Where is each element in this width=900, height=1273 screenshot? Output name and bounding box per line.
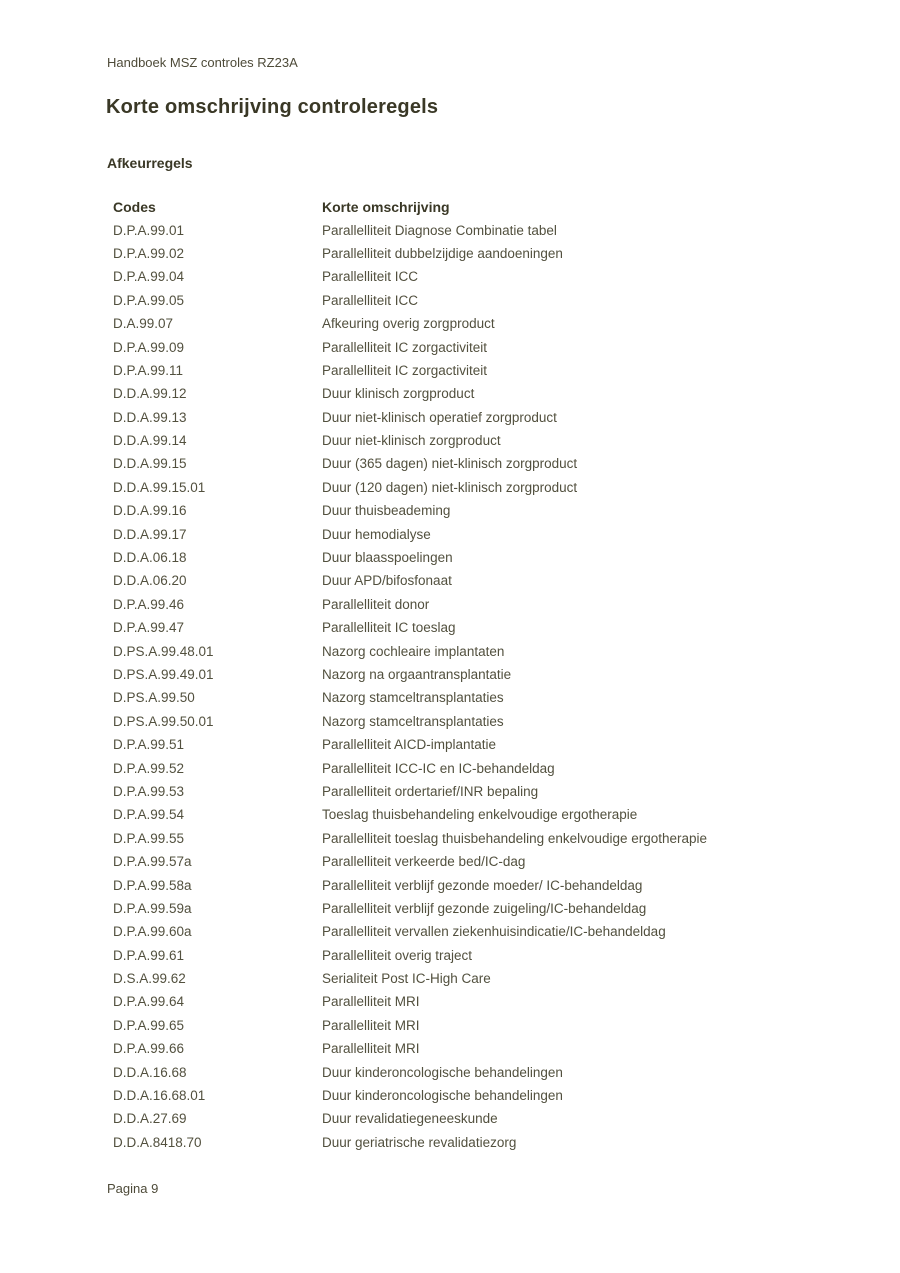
- description-cell: Nazorg na orgaantransplantatie: [322, 667, 512, 682]
- table-body: [113, 218, 813, 1154]
- page-number: Pagina 9: [107, 1181, 159, 1196]
- description-cell: Parallelliteit ICC: [322, 269, 419, 285]
- table-row: [113, 944, 813, 967]
- description-cell: Parallelliteit IC zorgactiviteit: [322, 362, 488, 378]
- description-cell: Duur APD/bifosfonaat: [322, 573, 452, 589]
- code-cell: D.P.A.99.61: [113, 947, 185, 963]
- code-cell: D.P.A.99.57a: [113, 854, 192, 870]
- description-cell: Nazorg stamceltransplantaties: [322, 690, 504, 706]
- code-cell: D.S.A.99.62: [113, 971, 186, 987]
- table-row: [113, 499, 813, 522]
- description-cell: Duur (365 dagen) niet-klinisch zorgproduct: [322, 456, 578, 472]
- description-cell: Parallelliteit IC zorgactiviteit: [322, 339, 488, 355]
- description-cell: Parallelliteit donor: [322, 596, 430, 612]
- code-cell: D.D.A.27.69: [113, 1111, 187, 1127]
- table-row: [113, 546, 813, 569]
- description-cell: Duur klinisch zorgproduct: [322, 386, 475, 402]
- code-cell: D.P.A.99.04: [113, 269, 185, 285]
- document-header: Handboek MSZ controles RZ23A: [107, 55, 298, 70]
- description-cell: Parallelliteit MRI: [322, 1041, 420, 1057]
- code-cell: D.D.A.06.18: [113, 550, 187, 566]
- description-cell: Parallelliteit Diagnose Combinatie tabel: [322, 222, 557, 238]
- table-row: [113, 289, 813, 312]
- table-row: [113, 803, 813, 826]
- code-cell: D.P.A.99.01: [113, 222, 185, 238]
- table-row: [113, 382, 813, 405]
- table-header-row: [113, 195, 813, 218]
- table-row: [113, 265, 813, 288]
- code-cell: D.P.A.99.65: [113, 1017, 185, 1033]
- description-cell: Parallelliteit verblijf gezonde zuigeling/IC-behandeldag: [322, 900, 647, 916]
- code-cell: D.P.A.99.59a: [113, 900, 192, 916]
- description-cell: Parallelliteit MRI: [322, 1017, 420, 1033]
- description-cell: Duur revalidatiegeneeskunde: [322, 1111, 498, 1127]
- code-cell: D.P.A.99.54: [113, 807, 185, 823]
- description-cell: Duur niet-klinisch operatief zorgproduct: [322, 409, 557, 425]
- column-header-codes: Codes: [113, 198, 156, 215]
- description-cell: Parallelliteit verkeerde bed/IC-dag: [322, 854, 526, 870]
- code-cell: D.P.A.99.55: [113, 830, 185, 846]
- table-row: [113, 429, 813, 452]
- table-row: [113, 897, 813, 920]
- code-cell: D.D.A.16.68.01: [113, 1088, 206, 1104]
- code-cell: D.P.A.99.64: [113, 994, 185, 1010]
- table-row: [113, 1131, 813, 1154]
- description-cell: Parallelliteit verblijf gezonde moeder/ IC-behandeldag: [322, 877, 643, 893]
- table-row: [113, 335, 813, 358]
- table-row: [113, 827, 813, 850]
- code-cell: D.D.A.99.17: [113, 526, 187, 542]
- description-cell: Parallelliteit AICD-implantatie: [322, 737, 497, 753]
- description-cell: Toeslag thuisbehandeling enkelvoudige ergotherapie: [322, 807, 638, 823]
- table-row: [113, 1014, 813, 1037]
- table-row: [113, 663, 813, 686]
- code-cell: D.D.A.99.15.01: [113, 479, 206, 495]
- code-cell: D.D.A.99.14: [113, 433, 187, 449]
- table-row: [113, 639, 813, 662]
- page-title: Korte omschrijving controleregels: [106, 96, 439, 118]
- description-cell: Duur niet-klinisch zorgproduct: [322, 433, 501, 449]
- table-row: [113, 710, 813, 733]
- description-cell: Afkeuring overig zorgproduct: [322, 316, 495, 332]
- description-cell: Duur thuisbeademing: [322, 503, 451, 519]
- description-cell: Parallelliteit IC toeslag: [322, 620, 456, 636]
- table-row: [113, 1037, 813, 1060]
- controls-table: [113, 195, 813, 1154]
- code-cell: D.P.A.99.02: [113, 245, 185, 261]
- description-cell: Parallelliteit vervallen ziekenhuisindicatie/IC-behandeldag: [322, 924, 666, 940]
- description-cell: Serialiteit Post IC-High Care: [322, 971, 491, 987]
- code-cell: D.P.A.99.53: [113, 783, 185, 799]
- table-row: [113, 616, 813, 639]
- section-heading-afkeurregels: Afkeurregels: [107, 155, 193, 171]
- table-row: [113, 242, 813, 265]
- table-row: [113, 1084, 813, 1107]
- table-row: [113, 452, 813, 475]
- table-row: [113, 476, 813, 499]
- table-row: [113, 406, 813, 429]
- table-row: [113, 920, 813, 943]
- code-cell: D.D.A.16.68: [113, 1064, 187, 1080]
- table-row: [113, 1060, 813, 1083]
- description-cell: Duur kinderoncologische behandelingen: [322, 1088, 563, 1104]
- code-cell: D.P.A.99.11: [113, 362, 184, 378]
- code-cell: D.PS.A.99.48.01: [113, 643, 214, 659]
- description-cell: Nazorg cochleaire implantaten: [322, 643, 505, 659]
- table-row: [113, 873, 813, 896]
- code-cell: D.D.A.99.15: [113, 456, 187, 472]
- code-cell: D.D.A.99.13: [113, 409, 187, 425]
- description-cell: Nazorg stamceltransplantaties: [322, 713, 504, 729]
- description-cell: Duur (120 dagen) niet-klinisch zorgproduct: [322, 479, 578, 495]
- table-row: [113, 569, 813, 592]
- code-cell: D.P.A.99.60a: [113, 924, 192, 940]
- description-cell: Duur hemodialyse: [322, 526, 431, 542]
- table-row: [113, 990, 813, 1013]
- table-row: [113, 218, 813, 241]
- table-row: [113, 593, 813, 616]
- code-cell: D.P.A.99.47: [113, 620, 185, 636]
- code-cell: D.P.A.99.09: [113, 339, 185, 355]
- code-cell: D.PS.A.99.50: [113, 690, 195, 706]
- code-cell: D.A.99.07: [113, 316, 174, 332]
- description-cell: Duur blaasspoelingen: [322, 550, 453, 566]
- description-cell: Parallelliteit MRI: [322, 994, 420, 1010]
- code-cell: D.P.A.99.46: [113, 596, 185, 612]
- description-cell: Parallelliteit ICC-IC en IC-behandeldag: [322, 760, 555, 776]
- description-cell: Parallelliteit toeslag thuisbehandeling enkelvoudige ergotherapie: [322, 830, 708, 846]
- description-cell: Parallelliteit overig traject: [322, 947, 473, 963]
- code-cell: D.D.A.06.20: [113, 573, 187, 589]
- code-cell: D.P.A.99.58a: [113, 877, 192, 893]
- table-row: [113, 850, 813, 873]
- code-cell: D.D.A.8418.70: [113, 1134, 202, 1150]
- code-cell: D.D.A.99.16: [113, 503, 187, 519]
- code-cell: D.P.A.99.05: [113, 292, 185, 308]
- description-cell: Parallelliteit dubbelzijdige aandoeningen: [322, 245, 563, 261]
- table-row: [113, 359, 813, 382]
- table-row: [113, 686, 813, 709]
- code-cell: D.P.A.99.66: [113, 1041, 185, 1057]
- code-cell: D.P.A.99.52: [113, 760, 185, 776]
- column-header-korte-omschrijving: Korte omschrijving: [322, 198, 450, 215]
- description-cell: Duur kinderoncologische behandelingen: [322, 1064, 563, 1080]
- description-cell: Parallelliteit ordertarief/INR bepaling: [322, 783, 539, 799]
- table-row: [113, 312, 813, 335]
- table-row: [113, 780, 813, 803]
- code-cell: D.PS.A.99.49.01: [113, 667, 214, 682]
- description-cell: Duur geriatrische revalidatiezorg: [322, 1134, 517, 1150]
- table-row: [113, 1107, 813, 1130]
- code-cell: D.D.A.99.12: [113, 386, 187, 402]
- table-row: [113, 967, 813, 990]
- table-row: [113, 733, 813, 756]
- table-row: [113, 522, 813, 545]
- description-cell: Parallelliteit ICC: [322, 292, 419, 308]
- table-row: [113, 756, 813, 779]
- code-cell: D.P.A.99.51: [113, 737, 185, 753]
- code-cell: D.PS.A.99.50.01: [113, 713, 214, 729]
